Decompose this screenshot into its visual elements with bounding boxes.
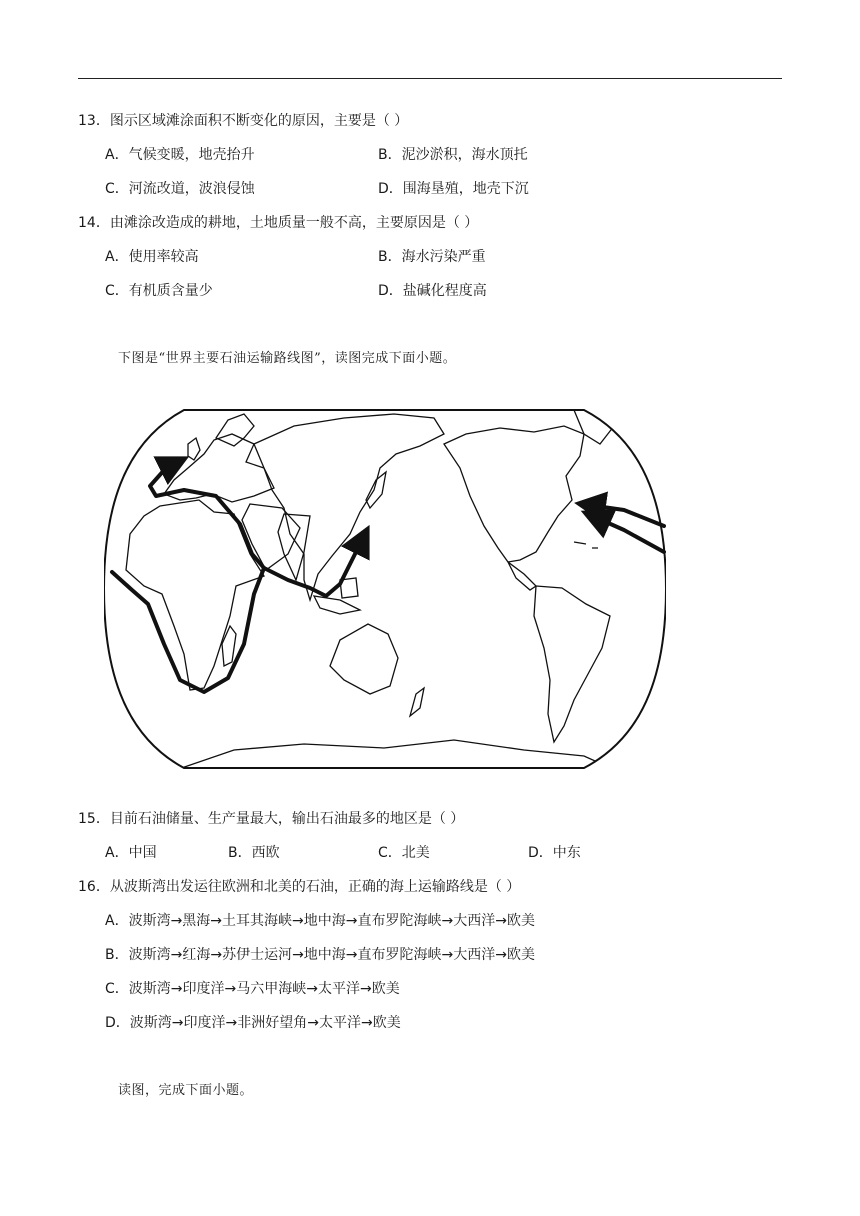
q15-option-d[interactable]: D．中东 [528, 845, 581, 861]
india-outline [278, 514, 310, 580]
q16-option-a[interactable]: A．波斯湾→黑海→土耳其海峡→地中海→直布罗陀海峡→大西洋→欧美 [105, 913, 535, 929]
q13-option-d[interactable]: D．围海垦殖，地壳下沉 [378, 181, 529, 197]
q15-option-c[interactable]: C．北美 [378, 845, 430, 861]
q15-option-b[interactable]: B．西欧 [228, 845, 280, 861]
q13-option-c[interactable]: C．河流改道，波浪侵蚀 [105, 181, 255, 197]
q15-option-a[interactable]: A．中国 [105, 845, 157, 861]
map-intro: 下图是“世界主要石油运输路线图”，读图完成下面小题。 [118, 351, 457, 366]
q15-stem: 15．目前石油储量、生产量最大，输出石油最多的地区是（ ） [78, 811, 465, 827]
central-america-outline [508, 562, 536, 590]
q14-option-b[interactable]: B．海水污染严重 [378, 249, 486, 265]
madagascar-outline [222, 626, 236, 666]
q13-option-b[interactable]: B．泥沙淤积，海水顶托 [378, 147, 528, 163]
q14-stem: 14．由滩涂改造成的耕地，土地质量一般不高，主要原因是（ ） [78, 215, 479, 231]
q16-option-c[interactable]: C．波斯湾→印度洋→马六甲海峡→太平洋→欧美 [105, 981, 400, 997]
q16-option-d[interactable]: D．波斯湾→印度洋→非洲好望角→太平洋→欧美 [105, 1015, 401, 1031]
q16-option-b[interactable]: B．波斯湾→红海→苏伊士运河→地中海→直布罗陀海峡→大西洋→欧美 [105, 947, 535, 963]
header-rule [78, 78, 782, 79]
world-oil-route-map [104, 404, 666, 774]
uk-outline [188, 438, 200, 460]
q16-stem: 16．从波斯湾出发运往欧洲和北美的石油，正确的海上运输路线是（ ） [78, 879, 521, 895]
new-zealand-outline [410, 688, 424, 716]
japan-outline [366, 472, 386, 508]
route-cape-of-good-hope [112, 568, 264, 692]
north-america-outline [444, 426, 584, 562]
arabia-outline [242, 504, 300, 570]
q14-option-a[interactable]: A．使用率较高 [105, 249, 199, 265]
caribbean-islands-outline [574, 542, 598, 548]
q13-option-a[interactable]: A．气候变暖，地壳抬升 [105, 147, 255, 163]
q14-option-c[interactable]: C．有机质含量少 [105, 283, 213, 299]
q14-option-d[interactable]: D．盐碱化程度高 [378, 283, 487, 299]
route-suez-to-europe [150, 460, 264, 568]
next-section-intro: 读图，完成下面小题。 [118, 1083, 254, 1098]
indonesia-outline [314, 596, 360, 614]
australia-outline [330, 624, 398, 694]
asia-outline [254, 414, 444, 600]
route-malacca-to-japan [264, 532, 366, 596]
q13-stem: 13．图示区域滩涂面积不断变化的原因，主要是（ ） [78, 113, 409, 129]
south-america-outline [534, 586, 610, 742]
